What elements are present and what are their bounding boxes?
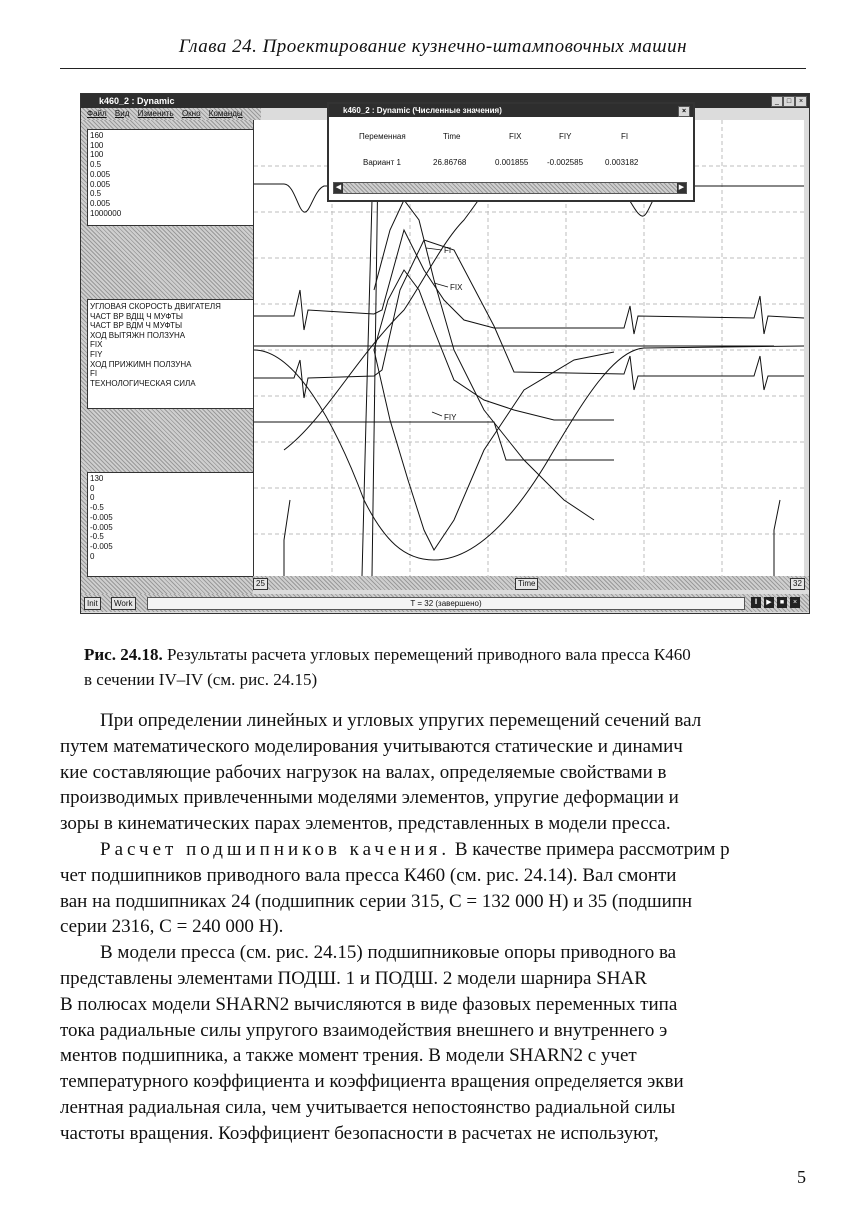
text-fragment: В качестве примера рассмотрим р — [450, 838, 730, 860]
text-line: температурного коэффициента и коэффициента вращения определяется экви — [60, 1071, 684, 1093]
legend-item[interactable]: ХОД ПРИЖИМН ПОЛЗУНА — [90, 359, 192, 369]
dialog-scrollbar[interactable] — [333, 182, 687, 194]
stop-icon[interactable]: ■ — [777, 597, 787, 608]
legend-item[interactable]: УГЛОВАЯ СКОРОСТЬ ДВИГАТЕЛЯ — [90, 302, 221, 311]
time-scrollbar[interactable] — [253, 576, 809, 590]
text-line: чет подшипников приводного вала пресса К460 (см. рис. 24.14). Вал смонти — [60, 864, 677, 886]
text-line: лентная радиальная сила, чем учитывается непостоянство радиальной силы — [60, 1096, 676, 1118]
dynamic-window — [80, 93, 810, 614]
dialog-title: k460_2 : Dynamic (Численные значения) — [343, 106, 502, 115]
time-end: 32 — [790, 578, 805, 590]
legend-item[interactable]: ЧАСТ ВР ВДЩ Ч МУФТЫ — [90, 311, 183, 321]
menu-window[interactable]: Окно — [181, 109, 201, 118]
numeric-values-dialog — [327, 102, 695, 202]
max-values-box — [87, 129, 254, 226]
menu-bar — [81, 108, 261, 120]
max-value: 160 — [90, 131, 104, 140]
menu-edit[interactable]: Изменить — [137, 109, 174, 118]
text-line: частоты вращения. Коэффициент безопасности в расчетах не используют, — [60, 1122, 659, 1144]
max-value: 100 — [90, 140, 104, 150]
text-line — [60, 837, 806, 863]
curve-label-fi: FI — [444, 246, 452, 255]
curve-label-fiy: FIY — [444, 413, 457, 422]
max-value: 0.005 — [90, 179, 111, 189]
max-value: 1000000 — [90, 208, 122, 218]
status-message: T = 32 (завершено) — [147, 597, 745, 610]
max-value: 100 — [90, 150, 104, 160]
menu-view[interactable]: Вид — [114, 109, 130, 118]
min-value: 0 — [90, 551, 95, 561]
init-button[interactable]: Init — [84, 597, 101, 610]
time-axis-label: Time — [515, 578, 538, 590]
label-leaders — [426, 248, 448, 416]
menu-file[interactable]: Файл — [87, 109, 107, 118]
max-value: 0.005 — [90, 169, 111, 179]
table-cell: 0.003182 — [605, 158, 639, 167]
text-line: тока радиальные силы упругого взаимодействия внешнего и внутреннего э — [60, 1019, 668, 1041]
menu-commands[interactable]: Команды — [208, 109, 243, 118]
table-header: FIY — [559, 132, 572, 141]
play-icon[interactable]: ▶ — [764, 597, 774, 608]
max-value: 0.5 — [90, 189, 102, 199]
text-line: В полюсах модели SHARN2 вычисляются в виде фазовых переменных типа — [60, 993, 678, 1015]
min-value: -0.005 — [90, 512, 113, 522]
work-button[interactable]: Work — [111, 597, 136, 610]
min-values-box — [87, 472, 254, 577]
page-number: 5 — [797, 1167, 806, 1187]
min-value: 130 — [90, 474, 104, 483]
text-line: кие составляющие рабочих нагрузок на валах, определяемые свойствами в — [60, 761, 667, 783]
curve-steps — [254, 346, 780, 576]
legend-item[interactable]: ХОД ВЫТЯЖН ПОЛЗУНА — [90, 330, 186, 340]
pause-icon[interactable]: ‖ — [751, 597, 761, 608]
text-line: В модели пресса (см. рис. 24.15) подшипниковые опоры приводного ва — [100, 942, 677, 964]
text-line: производимых привлеченными моделями элементов, упругие деформации и — [60, 787, 679, 809]
legend-item[interactable]: FIY — [90, 349, 103, 359]
text-line: серии 2316, C = 240 000 Н). — [60, 916, 284, 938]
scroll-right-icon[interactable]: ▶ — [678, 184, 685, 191]
text-line: ван на подшипниках 24 (подшипник серии 315, C = 132 000 Н) и 35 (подшипн — [60, 890, 693, 912]
min-value: -0.5 — [90, 532, 104, 542]
max-value: 0.005 — [90, 198, 111, 208]
max-value: 0.5 — [90, 160, 102, 170]
scroll-left-icon[interactable]: ◀ — [335, 184, 342, 191]
curve-fi — [374, 200, 594, 520]
caption-label: Рис. 24.18. — [84, 645, 163, 664]
section-heading: Расчет подшипников качения. — [100, 838, 451, 860]
body-text — [60, 708, 806, 1147]
min-value: 0 — [90, 493, 95, 503]
figure-caption — [84, 642, 808, 692]
min-value: 0 — [90, 483, 95, 493]
running-header: Глава 24. Проектирование кузнечно-штамповочных машин — [178, 36, 688, 57]
legend-item[interactable]: ЧАСТ ВР ВДМ Ч МУФТЫ — [90, 321, 183, 331]
text-line: представлены элементами ПОДШ. 1 и ПОДШ. 2 модели шарнира SHAR — [60, 967, 647, 989]
table-header: Time — [443, 132, 461, 141]
header-rule — [60, 68, 806, 69]
close-button[interactable]: × — [795, 96, 807, 107]
table-cell: 0.001855 — [495, 158, 529, 167]
text-line: ментов подшипника, а также момент трения. В модели SHARN2 с учет — [60, 1045, 637, 1067]
min-value: -0.005 — [90, 541, 113, 551]
caption-text: Результаты расчета угловых перемещений приводного вала пресса К460 — [162, 645, 691, 664]
legend-item[interactable]: FIX — [90, 340, 103, 350]
maximize-button[interactable]: □ — [783, 96, 795, 107]
minimize-button[interactable]: _ — [771, 96, 783, 107]
caption-line-2: в сечении IV–IV (см. рис. 24.15) — [84, 670, 318, 689]
status-bar — [81, 594, 809, 612]
legend-item[interactable]: FI — [90, 369, 98, 379]
legend-item[interactable]: ТЕХНОЛОГИЧЕСКАЯ СИЛА — [90, 378, 196, 388]
variable-legend — [87, 299, 254, 409]
table-cell: 26.86768 — [433, 158, 467, 167]
time-start: 25 — [253, 578, 268, 590]
close-icon[interactable]: × — [790, 597, 800, 608]
dialog-close-button[interactable]: × — [678, 106, 690, 117]
table-header: Переменная — [359, 132, 406, 141]
table-cell: -0.002585 — [547, 158, 584, 167]
table-header: FI — [621, 132, 629, 141]
dialog-titlebar — [329, 104, 693, 117]
table-header: FIX — [509, 132, 522, 141]
text-line: путем математического моделирования учитываются статические и динамич — [60, 735, 683, 757]
table-cell: Вариант 1 — [363, 158, 401, 167]
window-title: k460_2 : Dynamic — [99, 96, 175, 106]
min-value: -0.005 — [90, 522, 113, 532]
min-value: -0.5 — [90, 503, 104, 513]
text-line: При определении линейных и угловых упругих перемещений сечений вал — [100, 710, 702, 731]
curve-label-fix: FIX — [450, 283, 463, 292]
text-line: зоры в кинематических парах элементов, представленных в модели пресса. — [60, 813, 671, 835]
